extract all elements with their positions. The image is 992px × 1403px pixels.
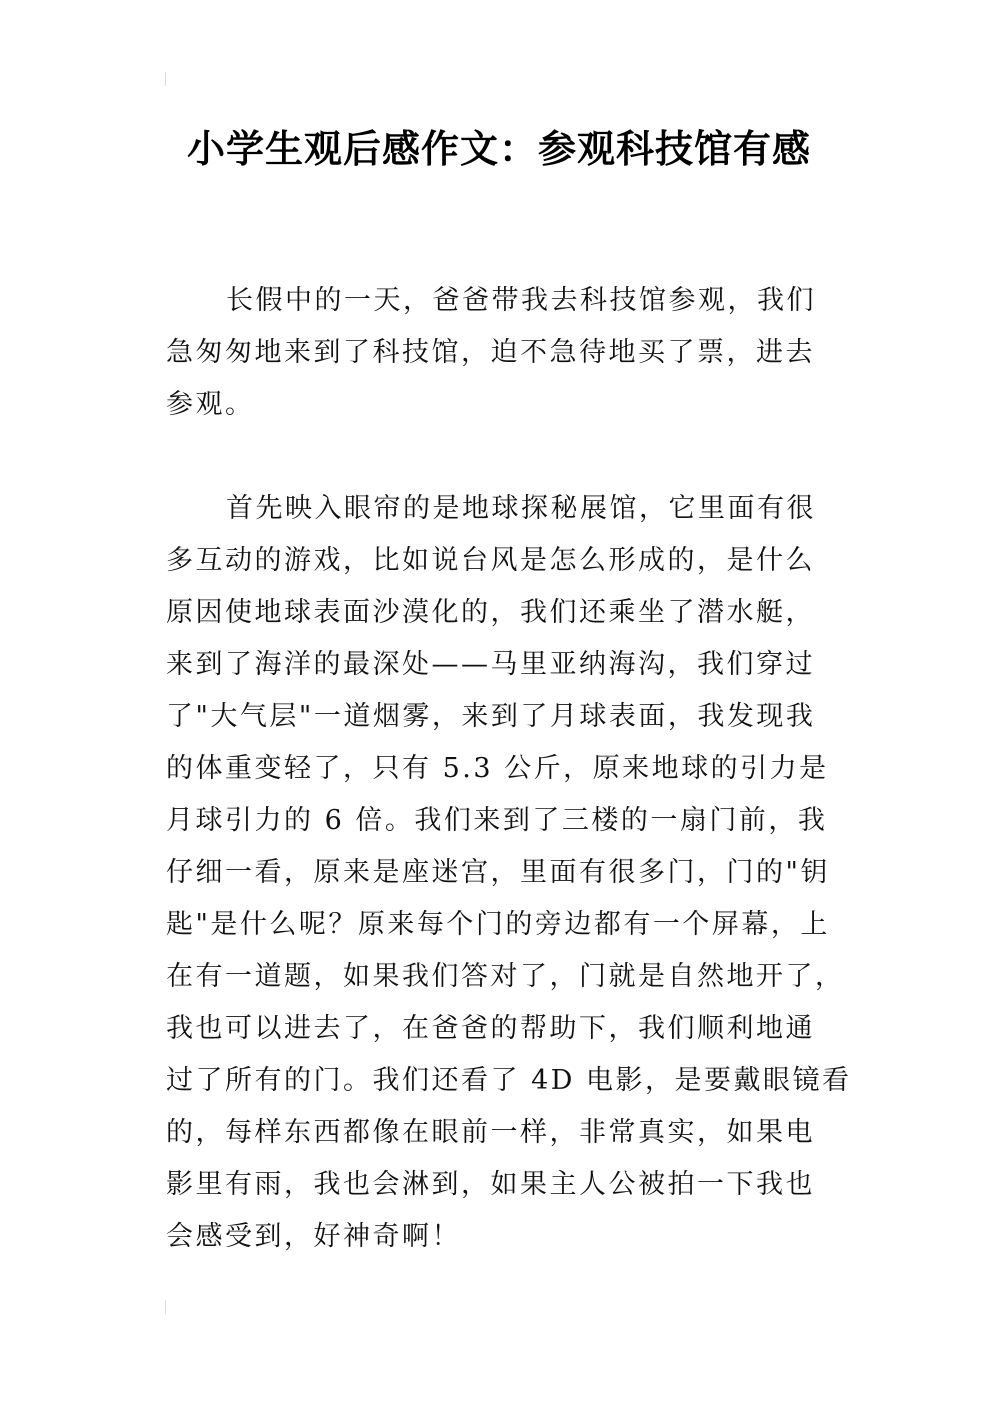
page-corner-mark: [165, 72, 166, 86]
document-title: 小学生观后感作文：参观科技馆有感: [186, 127, 811, 171]
paragraph-1: [166, 275, 846, 431]
text-line: 多互动的游戏，比如说台风是怎么形成的，是什么: [166, 545, 815, 576]
text-line: 仔细一看，原来是座迷宫，里面有很多门，门的"钥: [166, 857, 830, 888]
text-line: 在有一道题，如果我们答对了，门就是自然地开了，: [166, 961, 845, 992]
text-line: 过了所有的门。我们还看了 4D 电影，是要戴眼镜看: [166, 1065, 852, 1096]
text-line: 长假中的一天，爸爸带我去科技馆参观，我们: [226, 285, 816, 316]
text-line: 月球引力的 6 倍。我们来到了三楼的一扇门前，我: [166, 805, 828, 836]
text-line: 匙"是什么呢？原来每个门的旁边都有一个屏幕，上: [166, 909, 830, 940]
text-line: 影里有雨，我也会淋到，如果主人公被拍一下我也: [166, 1169, 815, 1200]
text-line: 急匆匆地来到了科技馆，迫不急待地买了票，进去: [166, 337, 815, 368]
text-line: 首先映入眼帘的是地球探秘展馆，它里面有很: [226, 493, 816, 524]
text-line: 了"大气层"一道烟雾，来到了月球表面，我发现我: [166, 701, 816, 732]
text-line: 参观。: [166, 389, 255, 420]
text-line: 的体重变轻了，只有 5.3 公斤，原来地球的引力是: [166, 753, 829, 784]
text-line: 我也可以进去了，在爸爸的帮助下，我们顺利地通: [166, 1013, 815, 1044]
page-corner-mark: [165, 1300, 166, 1314]
text-line: 的，每样东西都像在眼前一样，非常真实，如果电: [166, 1117, 815, 1148]
paragraph-2: [166, 483, 852, 1263]
text-line: 原因使地球表面沙漠化的，我们还乘坐了潜水艇，: [166, 597, 815, 628]
text-line: 来到了海洋的最深处——马里亚纳海沟，我们穿过: [166, 649, 815, 680]
text-line: 会感受到，好神奇啊！: [166, 1221, 461, 1252]
